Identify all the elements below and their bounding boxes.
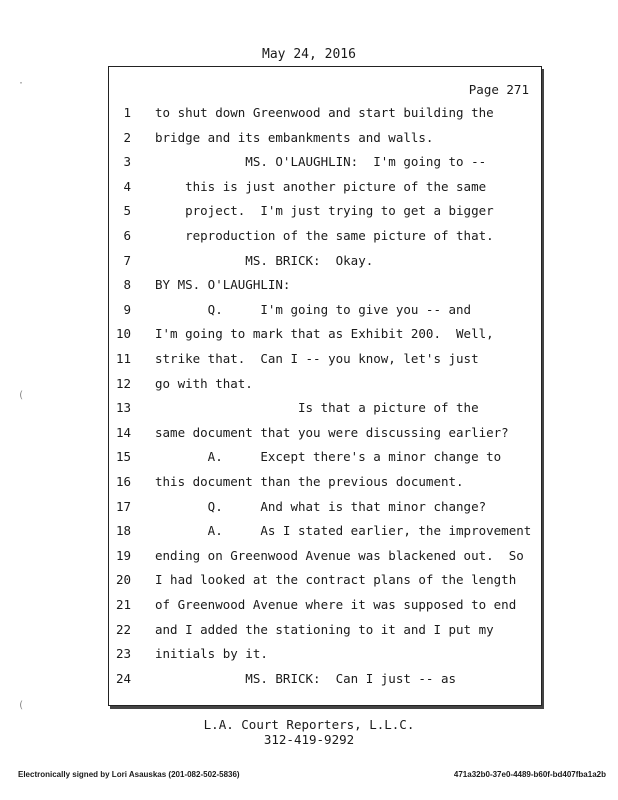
transcript-line — [109, 177, 541, 197]
transcript-line — [109, 128, 541, 148]
line-number: 5 — [123, 203, 131, 219]
court-reporter-phone: 312-419-9292 — [263, 732, 355, 747]
line-number: 22 — [115, 621, 131, 637]
transcript-line — [109, 669, 541, 689]
line-text: I had looked at the contract plans of the length — [155, 572, 517, 588]
line-number: 2 — [123, 129, 131, 145]
transcript-line — [109, 644, 541, 664]
line-number: 17 — [115, 498, 131, 514]
document-hash: 471a32b0-37e0-4489-b60f-bd407fba1a2b — [453, 770, 606, 779]
line-text: go with that. — [155, 375, 253, 391]
transcript-line — [109, 324, 541, 344]
line-text: to shut down Greenwood and start building the — [155, 105, 494, 120]
line-text: A. Except there's a minor change to — [155, 449, 502, 465]
line-text: I'm going to mark that as Exhibit 200. Well, — [155, 326, 494, 342]
transcript-line — [109, 620, 541, 640]
line-number: 9 — [123, 301, 131, 317]
scan-speck: ( — [18, 700, 25, 711]
line-number: 10 — [115, 326, 131, 342]
transcript-line — [109, 275, 541, 295]
line-text: Is that a picture of the — [155, 400, 479, 416]
transcript-page-frame — [108, 66, 542, 706]
line-number: 23 — [115, 646, 131, 662]
line-text: project. I'm just trying to get a bigger — [155, 203, 494, 219]
line-text: ending on Greenwood Avenue was blackened out. So — [155, 547, 524, 563]
transcript-line — [109, 570, 541, 590]
line-text: A. As I stated earlier, the improvement — [155, 523, 532, 539]
transcript-line — [109, 472, 541, 492]
line-number: 15 — [115, 449, 131, 465]
line-text: strike that. Can I -- you know, let's just — [155, 351, 479, 366]
line-number: 3 — [123, 154, 131, 170]
transcript-line — [109, 152, 541, 172]
transcript-line — [109, 374, 541, 394]
line-number: 20 — [115, 572, 131, 588]
line-text: Q. I'm going to give you -- and — [155, 301, 472, 317]
line-number: 4 — [123, 178, 131, 194]
line-text: bridge and its embankments and walls. — [155, 129, 434, 145]
scan-speck: ( — [18, 390, 25, 401]
transcript-line — [109, 595, 541, 615]
transcript-line — [109, 226, 541, 246]
line-text: MS. BRICK: Okay. — [155, 252, 374, 268]
transcript-line — [109, 546, 541, 566]
line-number: 21 — [115, 597, 131, 612]
line-text: same document that you were discussing earlier? — [155, 424, 509, 440]
line-number: 1 — [123, 105, 131, 120]
transcript-line — [109, 103, 541, 123]
line-number: 11 — [115, 351, 131, 366]
line-text: this document than the previous document. — [155, 474, 464, 489]
line-number: 8 — [123, 277, 131, 293]
line-number: 14 — [115, 424, 131, 440]
line-number: 12 — [115, 375, 131, 391]
line-text: of Greenwood Avenue where it was supposed to end — [155, 597, 517, 612]
transcript-date: May 24, 2016 — [262, 47, 356, 62]
line-text: BY MS. O'LAUGHLIN: — [155, 277, 291, 293]
line-number: 19 — [115, 547, 131, 563]
transcript-line — [109, 521, 541, 541]
transcript-line — [109, 251, 541, 271]
scan-speck: · — [18, 78, 25, 89]
line-text: initials by it. — [155, 646, 268, 662]
line-text: MS. BRICK: Can I just -- as — [155, 670, 457, 686]
line-text: MS. O'LAUGHLIN: I'm going to -- — [155, 154, 487, 170]
transcript-line — [109, 349, 541, 369]
page-number-label: Page 271 — [468, 82, 529, 97]
transcript-line — [109, 300, 541, 320]
line-number: 16 — [115, 474, 131, 489]
line-text: and I added the stationing to it and I put my — [155, 621, 494, 637]
line-text: this is just another picture of the same — [155, 178, 487, 194]
line-number: 24 — [115, 670, 131, 686]
transcript-line — [109, 398, 541, 418]
transcript-line — [109, 201, 541, 221]
line-text: reproduction of the same picture of that. — [155, 228, 494, 243]
line-number: 13 — [115, 400, 131, 416]
transcript-line — [109, 447, 541, 467]
line-number: 18 — [115, 523, 131, 539]
line-number: 6 — [123, 228, 131, 243]
transcript-line — [109, 423, 541, 443]
transcript-line — [109, 497, 541, 517]
line-text: Q. And what is that minor change? — [155, 498, 487, 514]
court-reporter-name: L.A. Court Reporters, L.L.C. — [203, 717, 415, 732]
electronic-signature-note: Electronically signed by Lori Asauskas (201-082-502-5836) — [18, 770, 240, 779]
line-number: 7 — [123, 252, 131, 268]
